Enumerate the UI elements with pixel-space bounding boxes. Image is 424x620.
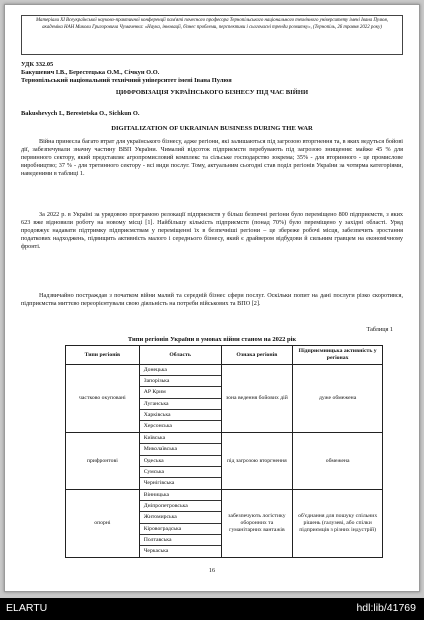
cell-business-activity: об'єднання для пошуку спільних рішень (галузеві, або спілки підприємців з різних індустрій)	[293, 490, 383, 558]
region-name: Черкаська	[143, 548, 169, 554]
region-name: Вінницька	[140, 490, 221, 501]
region-name: Харківська	[140, 410, 221, 421]
university-name: Тернопільський національний технічний університет імені Івана Пулюя	[21, 77, 232, 84]
cell-region-sign: забезпечують логістику оборонних та гуманітарних вантажів	[221, 490, 293, 558]
handle-link[interactable]: hdl:lib/41769	[356, 602, 416, 614]
region-name: Київська	[140, 433, 221, 444]
region-name: Сумська	[140, 467, 221, 478]
header-oblast: Область	[139, 346, 221, 365]
conference-header: Матеріали XI Всеукраїнської науково-практичної конференції пам'яті почесного професора Тернопільського національного технічного університету імені Івана Пулюя, академіка НАН Миколи Григоровича Чумаченка: «Наука, інновації, бізнес проблеми, перспективи і сьогочасні тренди розвитку», (Тернопіль, 26 травня 2022 року)	[21, 15, 403, 55]
region-name: Херсонська	[143, 422, 172, 429]
repository-footer	[0, 598, 424, 620]
udc-code: УДК 332.05	[21, 61, 54, 68]
cell-region-type: частково окуповані	[66, 365, 140, 433]
cell-business-activity: дуже обмежена	[293, 365, 383, 433]
table-number: Таблиця 1	[366, 326, 393, 333]
region-name: Одеська	[140, 456, 221, 467]
region-name: Кіровоградська	[140, 524, 221, 535]
region-name: Луганська	[140, 399, 221, 410]
cell-region-type: опорні	[66, 490, 140, 558]
title-ua: ЦИФРОВІЗАЦІЯ УКРАЇНСЬКОГО БІЗНЕСУ ПІД ЧАС ВІЙНИ	[115, 89, 309, 96]
page-number: 16	[208, 567, 216, 574]
cell-region-list	[139, 433, 221, 490]
paragraph-3: Надзвичайно постраждав з початком війни малий та середній бізнес сфери послуг. Оскільки попит на дані послуги різко скоротився, підприємства миттєво переорієнтували свою діяльність на потреби військових та ВПО [2].	[21, 292, 403, 308]
table-row	[66, 490, 383, 558]
document-page	[4, 4, 420, 592]
cell-region-list	[139, 365, 221, 433]
authors-en: Bakushevych I., Berestetska O., Sichkun O.	[21, 110, 140, 117]
authors-ua: Бакушевич І.В., Берестецька О.М., Січкун О.О.	[21, 69, 160, 76]
header-business-activity: Підприємницька активність у регіонах	[293, 346, 383, 365]
header-region-type: Типи регіонів	[66, 346, 140, 365]
cell-region-sign: під загрозою вторгнення	[221, 433, 293, 490]
repository-name[interactable]: ELARTU	[6, 602, 48, 614]
region-name: Запорізька	[140, 376, 221, 387]
cell-region-list	[139, 490, 221, 558]
title-en: DIGITALIZATION OF UKRAINIAN BUSINESS DURING THE WAR	[111, 125, 313, 132]
regions-table	[65, 345, 383, 558]
header-region-sign: Ознака регіонів	[221, 346, 293, 365]
table-row	[66, 365, 383, 433]
region-name: Чернігівська	[143, 479, 175, 486]
cell-region-type: прифронтові	[66, 433, 140, 490]
table-row	[66, 433, 383, 490]
table-header-row	[66, 346, 383, 365]
table-caption: Типи регіонів України в умовах війни станом на 2022 рік	[127, 336, 297, 343]
region-name: Житомирська	[140, 512, 221, 523]
paragraph-2: За 2022 р. в Україні за урядовою програмою релокації підприємств у більш безпечні регіони було переміщено 800 підприємств, з яких 623 вже відновили роботу на новому місці [1]. Найбільшу кількість підприємств (понад 70%) було переміщено у західні області. Уряд продовжує надавати підтримку підприємствам у переміщенні їх в безпечніші регіони – це збереже робочі місця, забезпечить зростання податкових надходжень, підвищить активність малого і середнього бізнесу, який є драйвером відбудови й сильним гравцем на економічному фронті.	[21, 211, 403, 251]
region-name: Донецька	[140, 365, 221, 376]
region-name: АР Крим	[140, 387, 221, 398]
paragraph-1: Війна принесла багато втрат для українського бізнесу, адже регіони, які залишаються під загрозою вторгнення та, в яких ведуться бойові дії, забезпечували значну частину ВВП України. Чималий відсоток підприємств перебувають під загрозою знищення: майже 45 % для первинного сектору, який представляє агропромисловий комплекс та сільське господарство зокрема; 35% - для вторинного - це промислове виробництво; 37 % - для третинного сектору - всі види послуг. Тому, актуальним сьогодні став поділ регіонів України за чотирма категоріями, наведеними в таблиці 1.	[21, 138, 403, 178]
region-name: Миколаївська	[140, 444, 221, 455]
region-name: Дніпропетровська	[140, 501, 221, 512]
cell-business-activity: обмежена	[293, 433, 383, 490]
cell-region-sign: зона ведення бойових дій	[221, 365, 293, 433]
region-name: Полтавська	[140, 535, 221, 546]
